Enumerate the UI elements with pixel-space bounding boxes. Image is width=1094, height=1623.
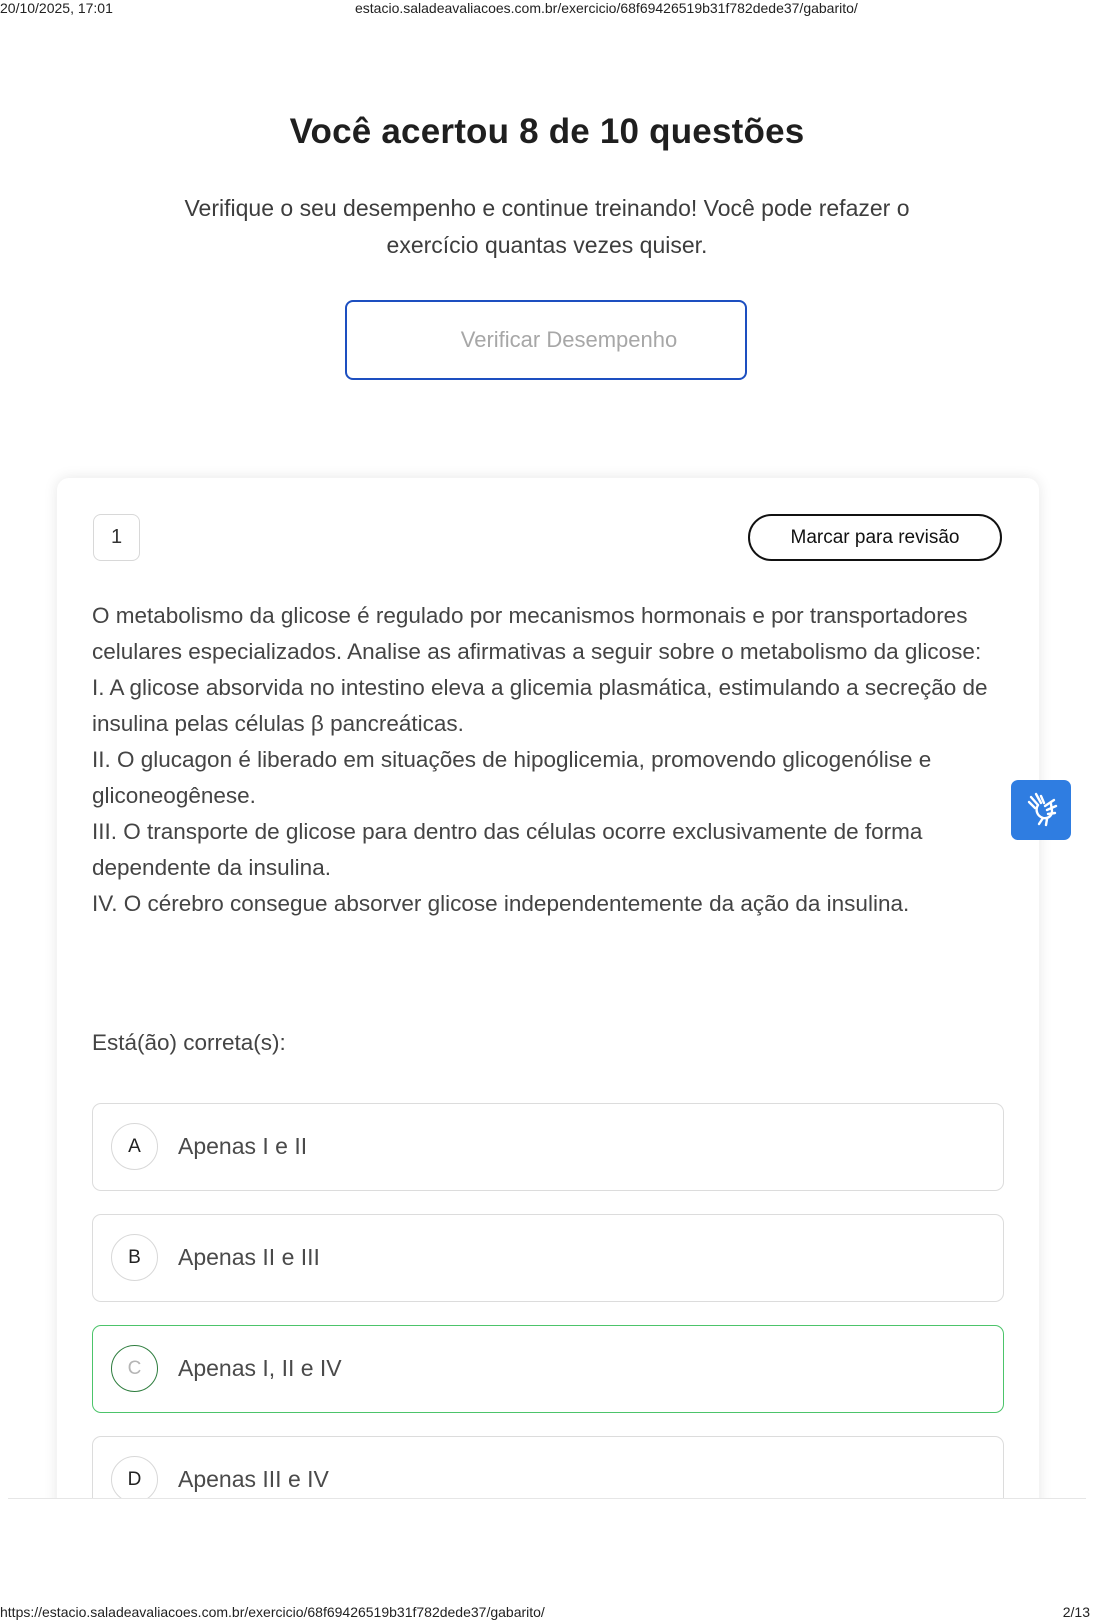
sign-language-icon xyxy=(1021,788,1061,833)
print-page-number: 2/13 xyxy=(1062,1604,1090,1620)
question-intro: O metabolismo da glicose é regulado por mecanismos hormonais e por transportadores celulares especializados. Analise as afirmativas a seguir sobre o metabolismo da glicose: xyxy=(92,603,982,664)
option-letter: D xyxy=(111,1456,158,1503)
question-statement xyxy=(92,598,1004,922)
question-prompt: Está(ão) correta(s): xyxy=(92,1030,286,1055)
statement-ii: II. O glucagon é liberado em situações de hipoglicemia, promovendo glicogenólise e gliconeogênese. xyxy=(92,747,932,808)
mark-for-review-button[interactable]: Marcar para revisão xyxy=(748,514,1002,561)
option-text: Apenas II e III xyxy=(178,1244,320,1270)
score-subtitle: Verifique o seu desempenho e continue treinando! Você pode refazer o exercício quantas vezes quiser. xyxy=(184,195,910,258)
print-footer-url: https://estacio.saladeavaliacoes.com.br/exercicio/68f69426519b31f782dede37/gabarito/ xyxy=(0,1604,545,1620)
question-card xyxy=(57,478,1039,1528)
score-title: Você acertou 8 de 10 questões xyxy=(289,112,805,151)
option-text: Apenas III e IV xyxy=(178,1466,329,1492)
option-c-correct[interactable] xyxy=(92,1325,1004,1413)
option-letter: C xyxy=(111,1345,158,1392)
option-letter: A xyxy=(111,1123,158,1170)
statement-iii: III. O transporte de glicose para dentro das células ocorre exclusivamente de forma dependente da insulina. xyxy=(92,819,923,880)
accessibility-button[interactable] xyxy=(1011,780,1071,840)
statement-iv: IV. O cérebro consegue absorver glicose independentemente da ação da insulina. xyxy=(92,891,910,916)
question-number: 1 xyxy=(93,514,140,561)
option-a[interactable] xyxy=(92,1103,1004,1191)
print-header-url: estacio.saladeavaliacoes.com.br/exercicio/68f69426519b31f782dede37/gabarito/ xyxy=(355,0,858,16)
print-datetime: 20/10/2025, 17:01 xyxy=(0,0,113,16)
page-break-gap xyxy=(0,1499,1094,1599)
statement-i: I. A glicose absorvida no intestino eleva a glicemia plasmática, estimulando a secreção de insulina pelas células β pancreáticas. xyxy=(92,675,988,736)
option-b[interactable] xyxy=(92,1214,1004,1302)
verify-performance-button[interactable]: Verificar Desempenho xyxy=(345,300,747,380)
option-letter: B xyxy=(111,1234,158,1281)
option-text: Apenas I, II e IV xyxy=(178,1355,342,1381)
option-text: Apenas I e II xyxy=(178,1133,308,1159)
